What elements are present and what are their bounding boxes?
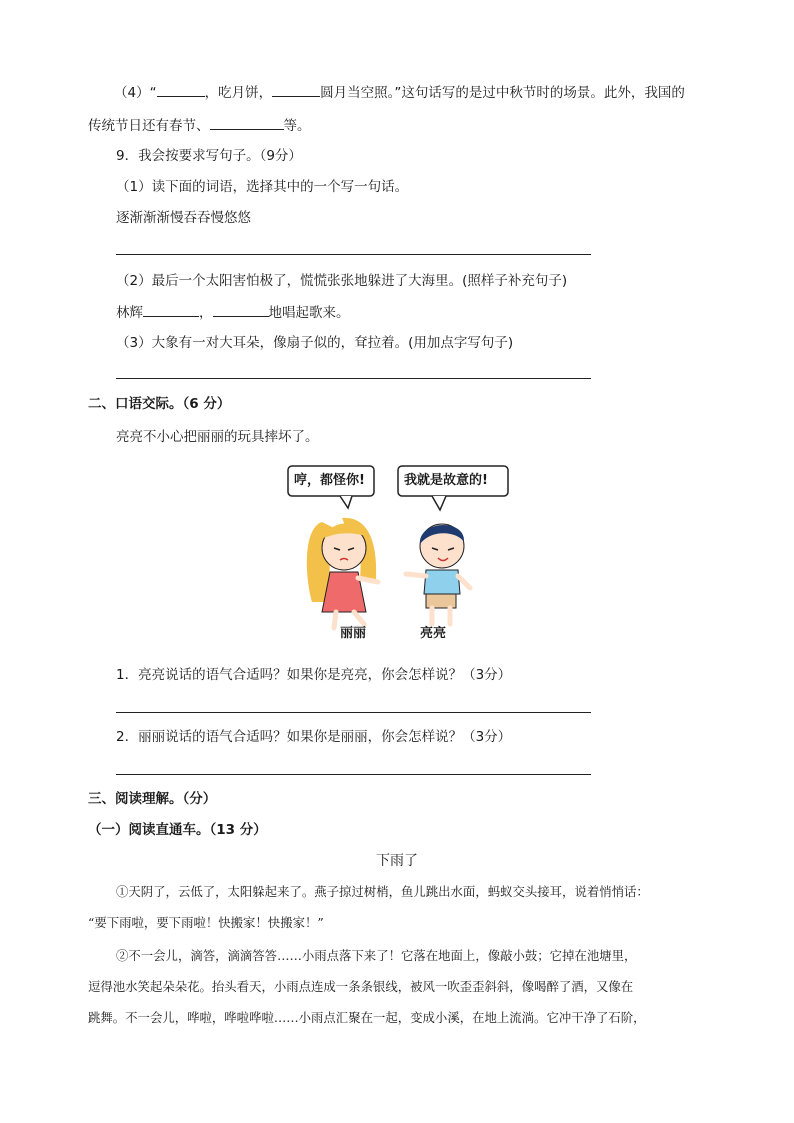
answer-line[interactable] bbox=[116, 774, 591, 775]
section3-subtitle: （一）阅读直通车。（13 分） bbox=[88, 822, 267, 838]
passage-p1-line1: ①天阴了，云低了，太阳躲起来了。燕子掠过树梢，鱼儿跳出水面，蚂蚁交头接耳，说着悄悄话： bbox=[116, 884, 649, 899]
q9-sub2-b: ， bbox=[199, 305, 213, 321]
section2-q1: 1．亮亮说话的语气合适吗？如果你是亮亮，你会怎样说？（3分） bbox=[116, 667, 512, 683]
bubble-tail-right bbox=[432, 496, 446, 510]
q9-sub2: （2）最后一个太阳害怕极了，慌慌张张地躲进了大海里。(照样子补充句子) bbox=[116, 273, 568, 289]
q8-4-text4: 传统节日还有春节、 bbox=[88, 118, 210, 134]
bubble-text-left: 哼，都怪你! bbox=[294, 473, 365, 488]
q9-sub2-c: 地唱起歌来。 bbox=[268, 305, 350, 321]
q9-title: 9．我会按要求写句子。（9分） bbox=[116, 148, 302, 164]
blank-field[interactable] bbox=[143, 302, 199, 317]
blank-field[interactable] bbox=[157, 82, 205, 97]
passage-p2-line1: ②不一会儿，滴答，滴滴答答……小雨点落下来了！它落在地面上，像敲小鼓；它掉在池塘里， bbox=[116, 948, 637, 963]
q8-4-text2: ，吃月饼， bbox=[204, 85, 273, 101]
passage-p1-line2: “要下雨啦，要下雨啦！快搬家！快搬家！” bbox=[88, 915, 324, 930]
passage-p2-line2: 逗得池水笑起朵朵花。抬头看天，小雨点连成一条条银线，被风一吹歪歪斜斜，像喝醉了酒，又像在 bbox=[88, 979, 634, 994]
girl-figure bbox=[307, 518, 378, 628]
section2-title: 二、口语交际。（6 分） bbox=[88, 396, 231, 412]
answer-line[interactable] bbox=[116, 254, 591, 255]
blank-field[interactable] bbox=[272, 82, 320, 97]
q9-sub3: （3）大象有一对大耳朵，像扇子似的，耷拉着。(用加点字写句子) bbox=[116, 335, 514, 351]
blank-field[interactable] bbox=[213, 302, 269, 317]
answer-line[interactable] bbox=[116, 712, 591, 713]
q8-4-line1 bbox=[114, 82, 685, 103]
boy-figure bbox=[406, 524, 470, 624]
passage-p2-line3: 跳舞。不一会儿，哗啦，哗啦哗啦……小雨点汇聚在一起，变成小溪，在地上流淌。它冲干净了石阶， bbox=[88, 1010, 646, 1025]
q9-sub2-fill bbox=[116, 302, 350, 323]
q8-4-text3: 圆月当空照。”这句话写的是过中秋节时的场景。此外，我国的 bbox=[320, 85, 685, 101]
passage-title: 下雨了 bbox=[376, 853, 418, 869]
section3-title: 三、阅读理解。（分） bbox=[88, 791, 217, 807]
dialogue-illustration bbox=[282, 462, 518, 644]
q9-words: 逐渐渐渐慢吞吞慢悠悠 bbox=[116, 210, 251, 226]
caption-left: 丽丽 bbox=[340, 626, 367, 641]
section2-intro: 亮亮不小心把丽丽的玩具摔坏了。 bbox=[116, 429, 319, 445]
answer-line[interactable] bbox=[116, 378, 591, 379]
bubble-tail-left bbox=[340, 496, 352, 508]
q8-4-open: （4）“ bbox=[114, 85, 157, 101]
q8-4-line2 bbox=[88, 115, 311, 136]
q8-4-text5: 等。 bbox=[283, 118, 311, 134]
q9-sub1: （1）读下面的词语，选择其中的一个写一句话。 bbox=[116, 179, 409, 195]
q9-sub2-a: 林辉 bbox=[116, 305, 143, 321]
bubble-text-right: 我就是故意的! bbox=[404, 473, 488, 488]
caption-right: 亮亮 bbox=[420, 626, 447, 641]
section2-q2: 2．丽丽说话的语气合适吗？如果你是丽丽，你会怎样说？（3分） bbox=[116, 729, 512, 745]
blank-field[interactable] bbox=[210, 115, 284, 130]
